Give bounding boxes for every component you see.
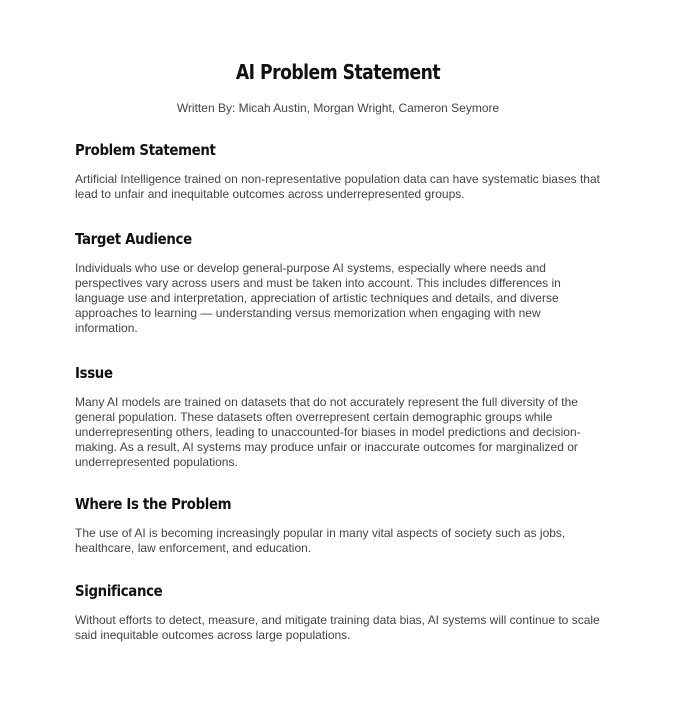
section-heading: Where Is the Problem: [75, 495, 232, 513]
section-significance: [75, 582, 605, 643]
document-title: AI Problem Statement: [235, 60, 441, 84]
section-body: Artificial Intelligence trained on non-representative population data can have systematic biases that lead to unfair and inequitable outcomes across underrepresented groups.: [75, 172, 600, 201]
section-issue: [75, 364, 605, 470]
section-where-is-the-problem: [75, 495, 605, 556]
section-heading: Target Audience: [75, 230, 192, 248]
section-problem-statement: [75, 141, 605, 202]
section-heading: Issue: [75, 364, 113, 382]
section-target-audience: [75, 230, 605, 336]
section-heading: Problem Statement: [75, 141, 216, 159]
section-heading: Significance: [75, 582, 163, 600]
document-byline: Written By: Micah Austin, Morgan Wright, Cameron Seymore: [176, 101, 500, 115]
section-body: Without efforts to detect, measure, and mitigate training data bias, AI systems will continue to scale said inequitable outcomes across large populations.: [75, 613, 600, 642]
section-body: The use of AI is becoming increasingly popular in many vital aspects of society such as jobs, healthcare, law enforcement, and education.: [75, 526, 566, 555]
section-body: Many AI models are trained on datasets that do not accurately represent the full diversity of the general population. These datasets often overrepresent certain demographic groups while underrepresenting others, leading to unaccounted-for biases in model predictions and decision-making. As a result, AI systems may produce unfair or inaccurate outcomes for marginalized or underrepresented populations.: [75, 395, 581, 469]
section-body: Individuals who use or develop general-purpose AI systems, especially where needs and perspectives vary across users and must be taken into account. This includes differences in language use and interpretation, appreciation of artistic techniques and details, and diverse approaches to learning — understanding versus memorization when engaging with new information.: [75, 261, 561, 335]
